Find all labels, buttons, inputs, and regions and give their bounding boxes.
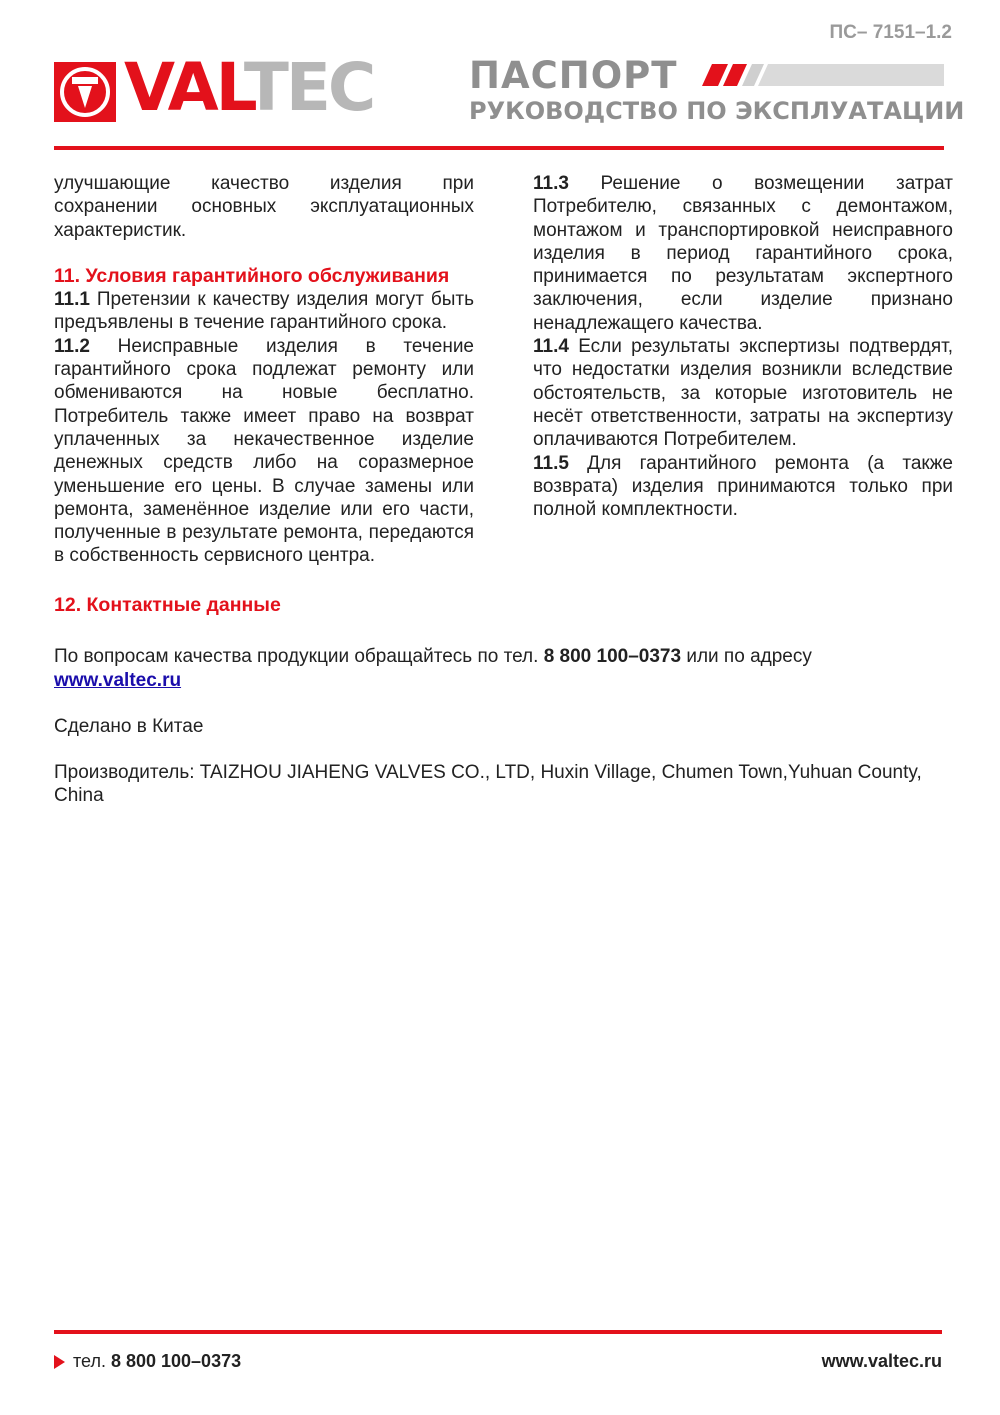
valtec-logo [54,49,424,126]
clause-text: Если результаты экспертизы подтвердят, что недостатки изделия возникли вследствие обстоятельств, за которые изготовитель не несёт ответственности, затраты на экспертизу оплачиваются Потребителем. [533,336,953,451]
clause-number: 11.3 [533,173,569,194]
footer-phone-number: 8 800 100–0373 [110,1351,242,1371]
clause-11-3 [533,172,953,335]
clause-number: 11.4 [533,336,569,358]
website-link[interactable]: www.valtec.ru [54,669,182,691]
clause-11-5 [533,452,953,522]
section-11-heading: 11. Условия гарантийного обслуживания [54,264,450,287]
footer-phone [54,1349,241,1373]
clause-text: Решение о возмещении затрат Потребителю, связанных с демонтажом, монтажом и транспортировкой неисправного изделия в период гарантийного срока, принимается по результатам экспертного заключения, если изделие признано ненадлежащего качества. [533,173,953,334]
footer-website[interactable]: www.valtec.ru [821,1351,942,1371]
logo-wordmark [124,49,374,126]
clause-11-4 [533,335,953,451]
left-column [54,172,474,568]
arrow-right-icon [54,1355,65,1369]
document-subtitle: РУКОВОДСТВО ПО ЭКСПЛУАТАЦИИ [469,97,965,125]
manufacturer-text: Производитель: TAIZHOU JIAHENG VALVES CO., LTD, Huxin Village, Chumen Town,Yuhuan County, China [54,762,922,807]
logo-text-red: VAL [124,49,244,126]
clause-text: Неисправные изделия в течение гарантийного срока подлежат ремонту или обмениваются на новые бесплатно. Потребитель также имеет право на возврат уплаченных за некачественное изделие денежных средств либо на соразмерное уменьшение его цены. В случае замены или ремонта, заменённое изделие или его части, полученные в результате ремонта, передаются в собственность сервисного центра. [54,335,474,567]
clause-number: 11.2 [54,335,90,357]
clause-number: 11.1 [54,289,90,311]
title-stripes-decoration [702,62,944,88]
quality-prefix: По вопросам качества продукции обращайтесь по тел. [54,646,544,668]
clause-11-1 [54,288,474,335]
clause-number: 11.5 [533,452,569,474]
clause-text: Для гарантийного ремонта (а также возврата) изделия принимаются только при полной комплектности. [533,452,953,521]
clause-text: Претензии к качеству изделия могут быть предъявлены в течение гарантийного срока. [54,289,474,334]
contacts-section [54,594,954,808]
header-divider [54,146,944,150]
contact-phone: 8 800 100–0373 [543,646,682,668]
quality-contact-text [54,645,954,668]
made-in-text: Сделано в Китае [54,715,204,737]
clause-11-2 [54,335,474,568]
logo-text-gray: TEC [243,49,374,126]
right-column [533,172,953,521]
document-title: ПАСПОРТ [469,54,678,97]
valve-emblem-icon [54,62,116,122]
doc-code: ПС– 7151–1.2 [829,22,952,43]
footer-divider [54,1330,942,1334]
quality-suffix: или по адресу [681,646,812,668]
footer-phone-label: тел. [73,1351,111,1371]
intro-text: улучшающие качество изделия при сохранении основных эксплуатационных характеристик. [54,173,474,241]
section-12-heading: 12. Контактные данные [54,594,281,616]
